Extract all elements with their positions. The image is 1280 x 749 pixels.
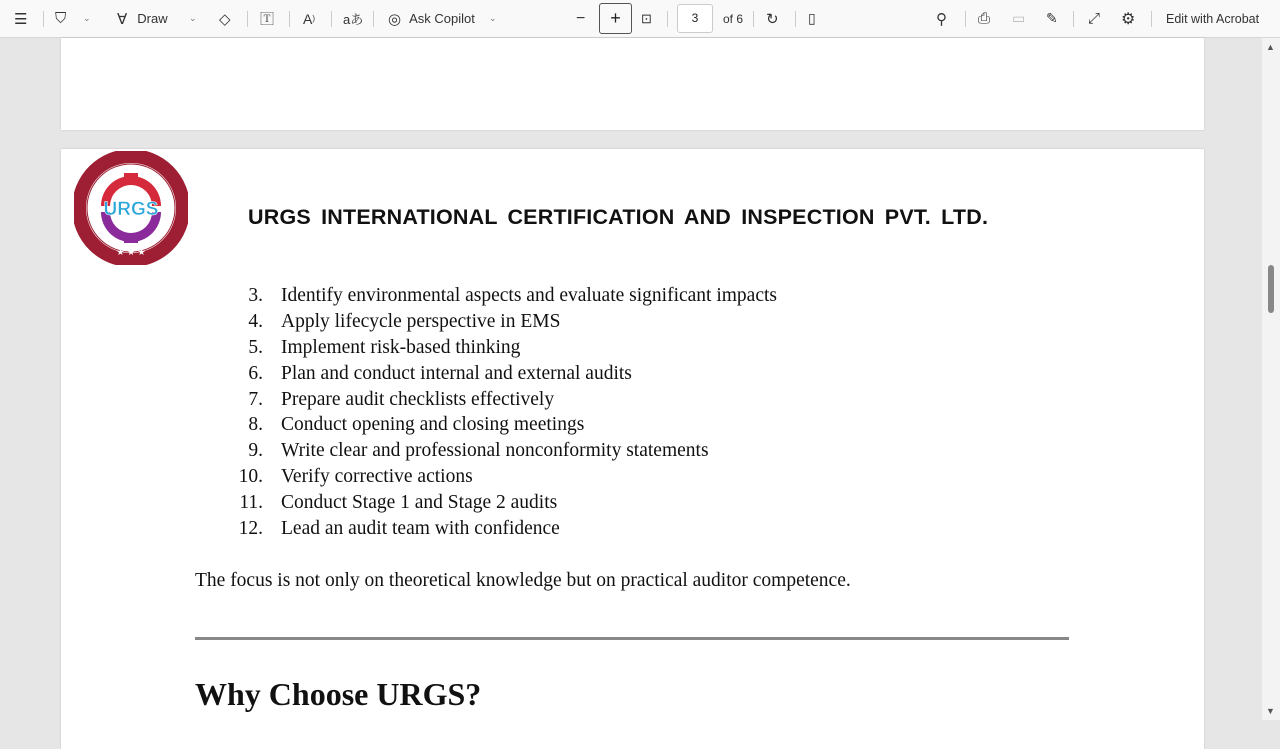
scroll-down-icon[interactable]: ▼ — [1266, 706, 1275, 716]
chevron-down-icon[interactable]: ⌄ — [189, 13, 197, 23]
list-text: Conduct opening and closing meetings — [281, 414, 585, 436]
chevron-down-icon[interactable]: ⌄ — [83, 13, 91, 23]
list-number: 7. — [248, 388, 263, 410]
scroll-up-icon[interactable]: ▲ — [1266, 42, 1275, 52]
divider — [667, 11, 668, 27]
list-number: 8. — [248, 414, 263, 436]
contents-icon[interactable]: ☰ — [14, 10, 28, 28]
list-number: 12. — [238, 518, 263, 540]
zoom-in-button[interactable]: + — [599, 3, 632, 34]
copilot-icon: ◎ — [388, 10, 402, 28]
list-item — [221, 492, 777, 518]
highlight-icon[interactable]: ⛉ — [55, 10, 67, 27]
draw-button[interactable] — [117, 0, 168, 37]
focus-paragraph: The focus is not only on theoretical knowledge but on practical auditor competence. — [195, 570, 851, 591]
list-number: 5. — [248, 336, 263, 358]
list-number: 4. — [248, 310, 263, 332]
previous-page — [61, 38, 1204, 130]
list-text: Write clear and professional nonconformity statements — [281, 440, 709, 462]
print-icon[interactable]: ⎙ — [978, 10, 991, 27]
save-as-icon[interactable]: ✎ — [1046, 10, 1058, 26]
list-number: 11. — [239, 492, 263, 514]
edit-with-acrobat-button[interactable]: Edit with Acrobat — [1166, 11, 1260, 26]
svg-text:★ ★ ★: ★ ★ ★ — [116, 247, 146, 257]
list-item — [221, 389, 777, 415]
list-text: Apply lifecycle perspective in EMS — [281, 310, 561, 332]
page-view-icon[interactable]: ▯ — [808, 10, 816, 26]
vertical-scrollbar[interactable] — [1262, 38, 1280, 720]
translate-icon[interactable]: aあ — [343, 12, 364, 27]
section-heading: Why Choose URGS? — [195, 676, 482, 712]
draw-icon: ∀ — [117, 10, 128, 28]
ask-copilot-button[interactable] — [388, 0, 475, 37]
svg-text:URGS: URGS — [103, 199, 159, 220]
list-text: Lead an audit team with confidence — [281, 518, 560, 540]
divider — [43, 11, 44, 27]
divider — [1073, 11, 1074, 27]
read-aloud-icon[interactable]: A ) — [303, 10, 316, 27]
divider — [1151, 11, 1152, 27]
divider — [795, 11, 796, 27]
list-item — [221, 363, 777, 389]
urgs-logo — [74, 151, 188, 270]
list-text: Plan and conduct internal and external audits — [281, 362, 632, 384]
fullscreen-icon[interactable]: ⤢ — [1088, 10, 1101, 27]
list-item — [221, 337, 777, 363]
list-number: 3. — [248, 285, 263, 306]
list-item — [221, 285, 777, 311]
objectives-list — [221, 285, 777, 544]
save-icon[interactable]: ▭ — [1012, 10, 1026, 26]
page-number-input[interactable]: 3 — [677, 4, 713, 33]
search-icon[interactable]: ⚲ — [936, 10, 947, 28]
divider — [289, 11, 290, 27]
page-total: of 6 — [723, 11, 744, 26]
list-item — [221, 311, 777, 337]
list-item — [221, 518, 777, 544]
draw-label: Draw — [137, 11, 168, 26]
list-item — [221, 466, 777, 492]
fit-width-icon[interactable]: ⊡ — [641, 10, 652, 26]
copilot-label: Ask Copilot — [409, 11, 475, 26]
rotate-icon[interactable]: ↻ — [766, 10, 779, 28]
list-number: 10. — [238, 466, 263, 488]
divider — [331, 11, 332, 27]
horizontal-rule — [195, 637, 1069, 640]
divider — [965, 11, 966, 27]
chevron-down-icon[interactable]: ⌄ — [489, 13, 497, 23]
toolbar — [0, 0, 1280, 38]
list-text: Identify environmental aspects and evaluate significant impacts — [281, 285, 777, 306]
text-box-icon[interactable]: 🅃 — [260, 10, 274, 27]
scrollbar-thumb[interactable] — [1268, 265, 1274, 313]
list-number: 6. — [248, 362, 263, 384]
eraser-icon[interactable]: ◇ — [219, 10, 231, 28]
pdf-page — [61, 149, 1204, 749]
list-text: Implement risk-based thinking — [281, 336, 521, 358]
divider — [373, 11, 374, 27]
list-number: 9. — [248, 440, 263, 462]
gear-icon[interactable]: ⚙ — [1121, 10, 1136, 28]
divider — [753, 11, 754, 27]
header-title: URGS INTERNATIONAL CERTIFICATION AND INSPECTION PVT. LTD. — [248, 205, 989, 229]
divider — [247, 11, 248, 27]
list-item — [221, 440, 777, 466]
list-text: Conduct Stage 1 and Stage 2 audits — [281, 492, 558, 514]
list-text: Prepare audit checklists effectively — [281, 388, 555, 410]
zoom-out-button[interactable]: − — [576, 9, 586, 27]
list-text: Verify corrective actions — [281, 466, 473, 488]
list-item — [221, 414, 777, 440]
